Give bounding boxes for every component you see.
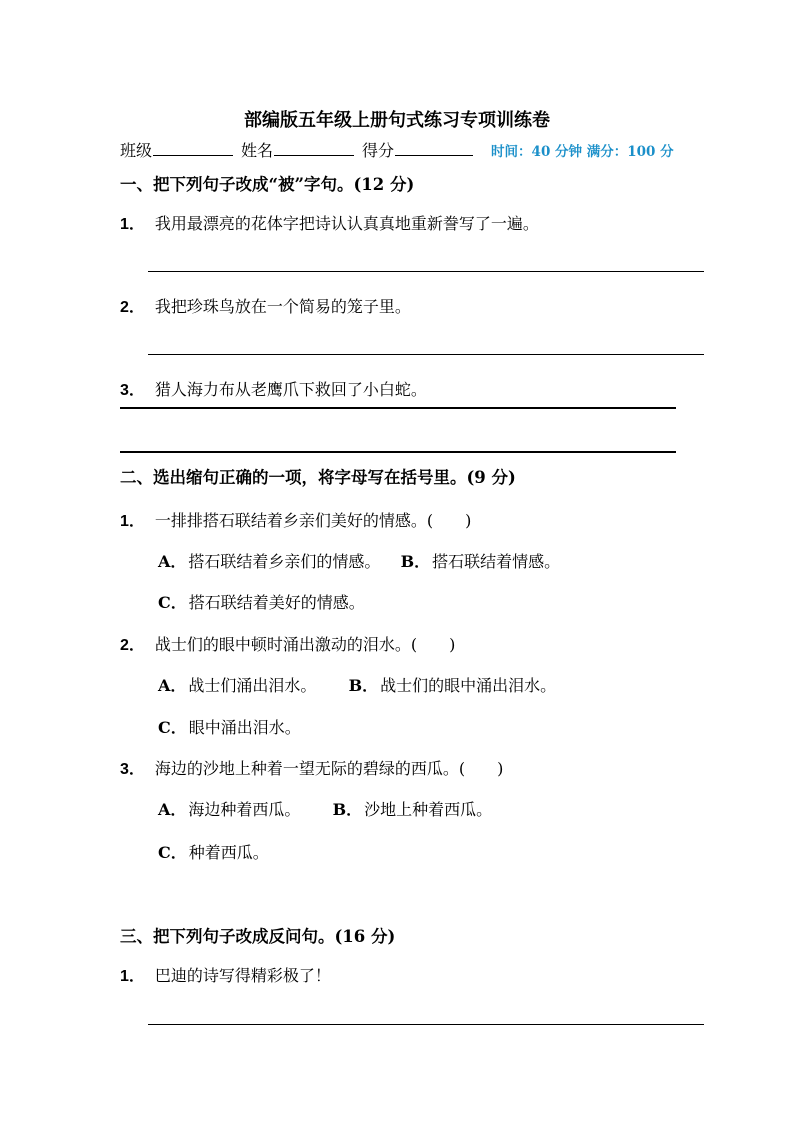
option-row [158,590,365,613]
bracket-close: ) [449,635,456,654]
option-a: 战士们涌出泪水。 [188,676,317,695]
option-b-letter: B． [400,552,431,571]
option-c: 眼中涌出泪水。 [188,718,301,737]
answer-line[interactable] [120,407,676,409]
option-a: 海边种着西瓜。 [188,800,301,819]
page-title: 部编版五年级上册句式练习专项训练卷 [244,110,550,131]
question-text: 一排排搭石联结着乡亲们美好的情感。( [154,511,434,530]
section-2-question-2 [120,632,455,655]
question-number: 3． [120,382,145,399]
question-number: 2． [120,299,145,316]
question-number: 1． [120,216,145,233]
bracket-close: ) [465,511,472,530]
option-c-letter: C． [158,843,187,862]
option-row [158,797,492,820]
option-row [158,840,269,863]
answer-line[interactable] [148,271,704,272]
section-1-question-1 [120,211,539,234]
class-label: 班级 [120,141,153,160]
option-a-letter: A． [158,552,187,571]
question-number: 1． [120,968,145,985]
question-text: 海边的沙地上种着一望无际的碧绿的西瓜。( [154,759,466,778]
option-b: 战士们的眼中涌出泪水。 [380,676,557,695]
section-2-question-3 [120,756,503,779]
option-a-letter: A． [158,676,187,695]
option-b-letter: B． [348,676,379,695]
option-c-letter: C． [158,593,187,612]
option-b: 搭石联结着情感。 [432,552,561,571]
option-b-letter: B． [332,800,363,819]
option-a-letter: A． [158,800,187,819]
class-blank[interactable] [153,141,233,156]
option-c-letter: C． [158,718,187,737]
option-row [158,549,560,572]
section-3-question-1 [120,963,331,986]
section-2-heading: 二、选出缩句正确的一项，将字母写在括号里。(9 分) [120,468,516,487]
section-1-heading: 一、把下列句子改成“被”字句。(12 分) [120,175,415,194]
score-label: 得分 [362,141,395,160]
answer-line[interactable] [148,354,704,355]
score-blank[interactable] [395,141,473,156]
section-1-question-3 [120,377,427,400]
name-label: 姓名 [241,141,274,160]
bracket-close: ) [497,759,504,778]
question-number: 2． [120,637,145,654]
option-row [158,715,301,738]
option-row [158,673,556,696]
question-number: 1． [120,513,145,530]
section-2-question-1 [120,508,471,531]
question-text: 巴迪的诗写得精彩极了！ [154,966,331,985]
name-blank[interactable] [274,141,354,156]
option-a: 搭石联结着乡亲们的情感。 [188,552,381,571]
time-and-score-info: 时间：40 分钟 满分：100 分 [491,144,674,160]
option-c: 种着西瓜。 [188,843,269,862]
section-1-question-2 [120,294,411,317]
option-c: 搭石联结着美好的情感。 [188,593,365,612]
question-number: 3． [120,761,145,778]
option-b: 沙地上种着西瓜。 [364,800,493,819]
section-3-heading: 三、把下列句子改成反问句。(16 分) [120,927,396,946]
answer-line[interactable] [120,451,676,453]
question-text: 我用最漂亮的花体字把诗认认真真地重新誊写了一遍。 [154,214,539,233]
header-info [120,138,674,161]
question-text: 猎人海力布从老鹰爪下救回了小白蛇。 [154,380,427,399]
question-text: 我把珍珠鸟放在一个简易的笼子里。 [154,297,411,316]
question-text: 战士们的眼中顿时涌出激动的泪水。( [154,635,418,654]
answer-line[interactable] [148,1024,704,1025]
